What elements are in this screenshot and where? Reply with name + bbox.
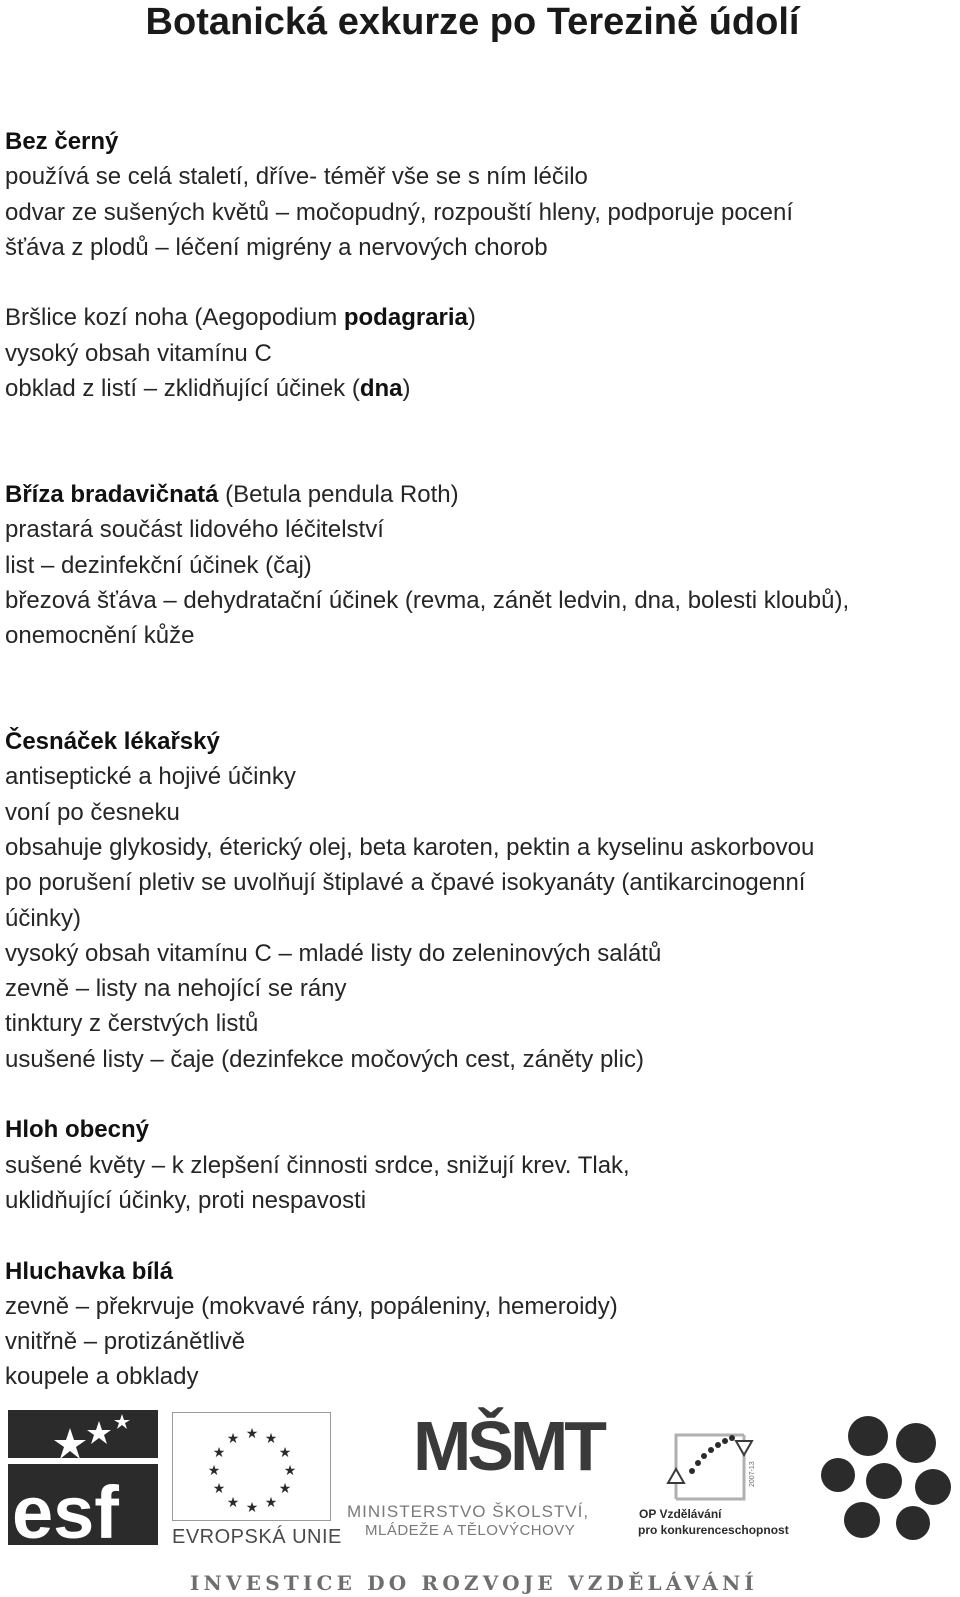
plant-heading: Hloh obecný xyxy=(5,1116,150,1144)
plant-line: březová šťáva – dehydratační účinek (revma, zánět ledvin, dna, bolesti kloubů), xyxy=(5,586,850,614)
svg-text:★: ★ xyxy=(278,1480,292,1496)
op-years: 2007-13 xyxy=(749,1461,756,1487)
msmt-name-line2: MLÁDEŽE A TĚLOVÝCHOVY xyxy=(365,1522,576,1539)
plant-line: tinktury z čerstvých listů xyxy=(5,1010,259,1038)
op-vk-logo xyxy=(634,1425,804,1540)
document-body xyxy=(5,124,945,1395)
dots-logo xyxy=(818,1413,958,1543)
plant-line: obsahuje glykosidy, éterický olej, beta karoten, pektin a kyselinu askorbovou xyxy=(5,833,815,861)
plant-line: odvar ze sušených květů – močopudný, rozpouští hleny, podporuje pocení xyxy=(5,198,794,226)
plant-line: antiseptické a hojivé účinky xyxy=(5,763,296,791)
svg-text:★: ★ xyxy=(283,1462,297,1478)
plant-line: vnitřně – protizánětlivě xyxy=(5,1328,246,1356)
plant-line: zevně – listy na nehojící se rány xyxy=(5,975,347,1003)
svg-text:★: ★ xyxy=(226,1430,240,1446)
plant-heading: Bez černý xyxy=(5,128,119,155)
plant-line: šťáva z plodů – léčení migrény a nervových chorob xyxy=(5,233,548,261)
esf-logo xyxy=(8,1410,158,1545)
msmt-logo xyxy=(345,1407,610,1540)
svg-text:★: ★ xyxy=(212,1444,226,1460)
dots-logo-graphic xyxy=(818,1413,958,1543)
page-title: Botanická exkurze po Terezině údolí xyxy=(145,1,800,43)
op-vk-graphic xyxy=(634,1425,804,1505)
msmt-mark: MŠMT xyxy=(413,1407,604,1485)
svg-text:★: ★ xyxy=(264,1494,278,1510)
plant-section-hluchavka xyxy=(5,1254,945,1395)
plant-section-hloh xyxy=(5,1112,945,1218)
svg-text:★: ★ xyxy=(212,1480,226,1496)
footer-slogan: INVESTICE DO ROZVOJE VZDĚLÁVÁNÍ xyxy=(190,1571,758,1595)
line-part: ) xyxy=(402,375,411,403)
op-label-line1: OP Vzdělávání xyxy=(639,1507,722,1521)
heading-part: ) xyxy=(467,304,476,332)
eu-flag-graphic xyxy=(172,1412,332,1522)
plant-line: prastará součást lidového léčitelství xyxy=(5,516,384,544)
line-part: obklad z listí – zklidňující účinek ( xyxy=(5,375,360,403)
spacer xyxy=(5,1218,945,1253)
footer-logo-bar xyxy=(0,1405,960,1597)
plant-section-bez-cerny xyxy=(5,124,945,265)
plant-line: list – dezinfekční účinek (čaj) xyxy=(5,551,312,579)
heading-bold-part: Bříza bradavičnatá xyxy=(5,480,219,508)
plant-line: vysoký obsah vitamínu C xyxy=(5,339,272,367)
spacer xyxy=(5,442,945,477)
spacer xyxy=(5,689,945,724)
svg-text:★: ★ xyxy=(207,1462,221,1478)
msmt-name-line1: MINISTERSTVO ŠKOLSTVÍ, xyxy=(347,1502,590,1521)
svg-text:★: ★ xyxy=(245,1499,259,1515)
plant-line: používá se celá staletí, dříve- téměř vše se s ním léčilo xyxy=(5,163,588,191)
spacer xyxy=(5,653,945,688)
plant-line: účinky) xyxy=(5,904,82,932)
svg-text:★: ★ xyxy=(226,1494,240,1510)
svg-text:★: ★ xyxy=(264,1430,278,1446)
eu-label: EVROPSKÁ UNIE xyxy=(172,1526,342,1548)
eu-logo xyxy=(172,1412,342,1548)
spacer xyxy=(5,1077,945,1112)
plant-line: zevně – překrvuje (mokvavé rány, popáleniny, hemeroidy) xyxy=(5,1292,618,1320)
svg-text:★: ★ xyxy=(245,1425,259,1441)
plant-heading xyxy=(5,477,945,512)
plant-section-cesnacek xyxy=(5,724,945,1077)
plant-line xyxy=(5,371,945,406)
plant-line: usušené listy – čaje (dezinfekce močových cest, záněty plic) xyxy=(5,1045,644,1073)
spacer xyxy=(5,265,945,300)
heading-bold-part: podagraria xyxy=(343,304,468,332)
spacer xyxy=(5,406,945,441)
plant-line: uklidňující účinky, proti nespavosti xyxy=(5,1186,367,1214)
svg-text:★: ★ xyxy=(278,1444,292,1460)
plant-heading: Hluchavka bílá xyxy=(5,1257,174,1285)
plant-line: po porušení pletiv se uvolňují štiplavé a čpavé isokyanáty (antikarcinogenní xyxy=(5,869,806,897)
plant-heading: Česnáček lékařský xyxy=(5,728,220,756)
plant-line: onemocnění kůže xyxy=(5,622,195,650)
plant-section-briza xyxy=(5,477,945,653)
plant-section-brslice xyxy=(5,300,945,406)
plant-line: voní po česneku xyxy=(5,798,180,826)
plant-line: sušené květy – k zlepšení činnosti srdce, snižují krev. Tlak, xyxy=(5,1151,630,1179)
esf-wordmark: esf xyxy=(12,1471,119,1545)
plant-line: vysoký obsah vitamínu C – mladé listy do zeleninových salátů xyxy=(5,939,662,967)
line-bold-part: dna xyxy=(359,375,403,403)
plant-heading xyxy=(5,300,945,335)
esf-logo-graphic xyxy=(8,1410,158,1545)
plant-line: koupele a obklady xyxy=(5,1363,199,1391)
heading-part: Bršlice kozí noha (Aegopodium xyxy=(5,304,344,332)
heading-part: (Betula pendula Roth) xyxy=(218,480,459,508)
op-label-line2: pro konkurenceschopnost xyxy=(638,1523,789,1537)
